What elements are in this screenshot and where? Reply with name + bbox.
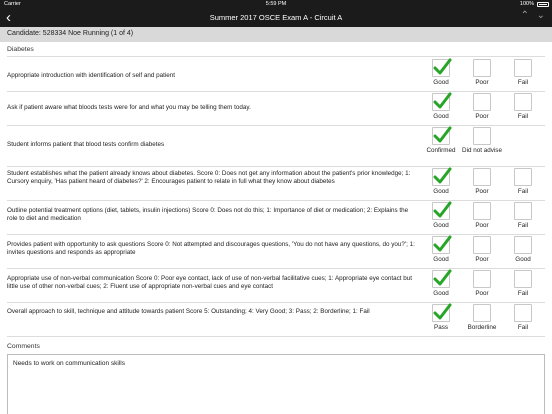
question-text: Appropriate use of non-verbal communication Score 0: Poor eye contact, lack of use of non-verbal facilitative cues; 1: Appropriate eye contact but little use of other non-verbal cues; 2: Fluent use of appropriate non-verbal cues and eye contact xyxy=(7,275,412,290)
empty-checkbox[interactable] xyxy=(514,236,532,254)
question-text: Student establishes what the patient already knows about diabetes. Score 0: Does not get any information about the patient's prior knowledge; 1: Cursory enquiry, 'Has patient heard of diabetes?' 2: Encourages patient to relate in full what they know about diabetes xyxy=(7,170,411,185)
page-title: Summer 2017 OSCE Exam A - Circuit A xyxy=(209,13,343,22)
option-label: Borderline xyxy=(467,324,497,331)
rating-option[interactable] xyxy=(503,59,543,87)
divider xyxy=(7,336,545,337)
empty-checkbox[interactable] xyxy=(473,304,491,322)
comments-text: Needs to work on communication skills xyxy=(13,360,125,367)
checked-checkbox[interactable] xyxy=(432,202,450,220)
checked-checkbox[interactable] xyxy=(432,304,450,322)
divider xyxy=(7,56,545,57)
rating-option[interactable] xyxy=(421,236,461,264)
checked-checkbox[interactable] xyxy=(432,93,450,111)
divider xyxy=(7,200,545,201)
chevron-up-icon[interactable]: ⌃ xyxy=(520,10,529,21)
empty-checkbox[interactable] xyxy=(514,93,532,111)
empty-checkbox[interactable] xyxy=(473,59,491,77)
empty-checkbox[interactable] xyxy=(514,270,532,288)
checked-checkbox[interactable] xyxy=(432,127,450,145)
empty-checkbox[interactable] xyxy=(514,304,532,322)
status-bar xyxy=(0,0,552,9)
empty-checkbox[interactable] xyxy=(473,202,491,220)
rating-option[interactable] xyxy=(421,270,461,298)
option-label: Fail xyxy=(517,222,529,229)
rating-option[interactable] xyxy=(462,202,502,230)
rating-option[interactable] xyxy=(421,202,461,230)
option-label: Confirmed xyxy=(426,147,456,154)
question-text: Overall approach to skill, technique and attitude towards patient Score 5: Outstanding; 4: Very Good; 3: Pass; 2: Borderline; 1: Fail xyxy=(7,308,370,315)
comments-field[interactable] xyxy=(7,354,545,414)
rating-option[interactable] xyxy=(503,168,543,196)
empty-checkbox[interactable] xyxy=(514,168,532,186)
option-label: Fail xyxy=(517,290,529,297)
question-text: Student informs patient that blood tests confirm diabetes xyxy=(7,141,165,148)
option-label: Poor xyxy=(475,188,489,195)
divider xyxy=(7,166,545,167)
checked-checkbox[interactable] xyxy=(432,270,450,288)
rating-option[interactable] xyxy=(421,304,461,332)
empty-checkbox[interactable] xyxy=(473,93,491,111)
rating-option[interactable] xyxy=(503,304,543,332)
rating-option[interactable] xyxy=(462,270,502,298)
option-label: Good xyxy=(433,256,449,263)
rating-option[interactable] xyxy=(421,59,461,87)
empty-checkbox[interactable] xyxy=(473,270,491,288)
option-label: Fail xyxy=(517,324,529,331)
carrier-label: Carrier xyxy=(4,1,21,7)
candidate-label: Candidate: 528334 Noe Running (1 of 4) xyxy=(7,30,134,37)
rating-option[interactable] xyxy=(503,93,543,121)
rating-option[interactable] xyxy=(462,304,502,332)
rating-option[interactable] xyxy=(421,127,461,155)
checked-checkbox[interactable] xyxy=(432,168,450,186)
back-chevron-icon[interactable]: ‹ xyxy=(6,9,11,26)
divider xyxy=(7,302,545,303)
option-label: Did not advise xyxy=(462,147,502,154)
option-label: Pass xyxy=(434,324,448,331)
comments-label: Comments xyxy=(7,343,40,350)
nav-bar xyxy=(0,9,552,27)
checked-checkbox[interactable] xyxy=(432,236,450,254)
question-text: Appropriate introduction with identification of self and patient xyxy=(7,72,176,79)
option-label: Poor xyxy=(475,79,489,86)
rating-option[interactable] xyxy=(503,202,543,230)
divider xyxy=(7,234,545,235)
checked-checkbox[interactable] xyxy=(432,59,450,77)
divider xyxy=(7,268,545,269)
empty-checkbox[interactable] xyxy=(473,168,491,186)
divider xyxy=(7,91,545,92)
divider xyxy=(7,125,545,126)
rating-option[interactable] xyxy=(421,168,461,196)
option-label: Good xyxy=(433,188,449,195)
option-label: Fail xyxy=(517,188,529,195)
option-label: Good xyxy=(433,222,449,229)
rating-option[interactable] xyxy=(421,93,461,121)
rating-option[interactable] xyxy=(503,270,543,298)
option-label: Fail xyxy=(517,113,529,120)
rating-option[interactable] xyxy=(462,236,502,264)
battery-icon xyxy=(537,2,549,7)
option-label: Good xyxy=(515,256,531,263)
chevron-down-icon[interactable]: ⌄ xyxy=(536,10,545,21)
rating-option[interactable] xyxy=(462,127,502,155)
option-label: Poor xyxy=(475,256,489,263)
option-label: Fail xyxy=(517,79,529,86)
empty-checkbox[interactable] xyxy=(514,59,532,77)
rating-option[interactable] xyxy=(462,93,502,121)
question-text: Outline potential treatment options (diet, tablets, insulin injections) Score 0: Does not do this; 1: Importance of diet or medication; 2: Explains the role to diet and medication xyxy=(7,207,409,222)
option-label: Good xyxy=(433,290,449,297)
option-label: Good xyxy=(433,79,449,86)
empty-checkbox[interactable] xyxy=(473,127,491,145)
option-label: Poor xyxy=(475,290,489,297)
battery-percent: 100% xyxy=(519,1,534,7)
clock: 5:59 PM xyxy=(265,1,287,7)
question-text: Ask if patient aware what bloods tests were for and what you may be telling them today. xyxy=(7,104,251,111)
section-title: Diabetes xyxy=(7,46,34,53)
empty-checkbox[interactable] xyxy=(514,202,532,220)
rating-option[interactable] xyxy=(462,59,502,87)
option-label: Poor xyxy=(475,113,489,120)
option-label: Poor xyxy=(475,222,489,229)
candidate-bar xyxy=(0,27,552,42)
question-text: Provides patient with opportunity to ask questions Score 0: Not attempted and discourages questions, 'You do not have any questions, do you?'; 1: invites questions and responds as appropriate xyxy=(7,241,415,256)
empty-checkbox[interactable] xyxy=(473,236,491,254)
rating-option[interactable] xyxy=(462,168,502,196)
rating-option[interactable] xyxy=(503,236,543,264)
option-label: Good xyxy=(433,113,449,120)
